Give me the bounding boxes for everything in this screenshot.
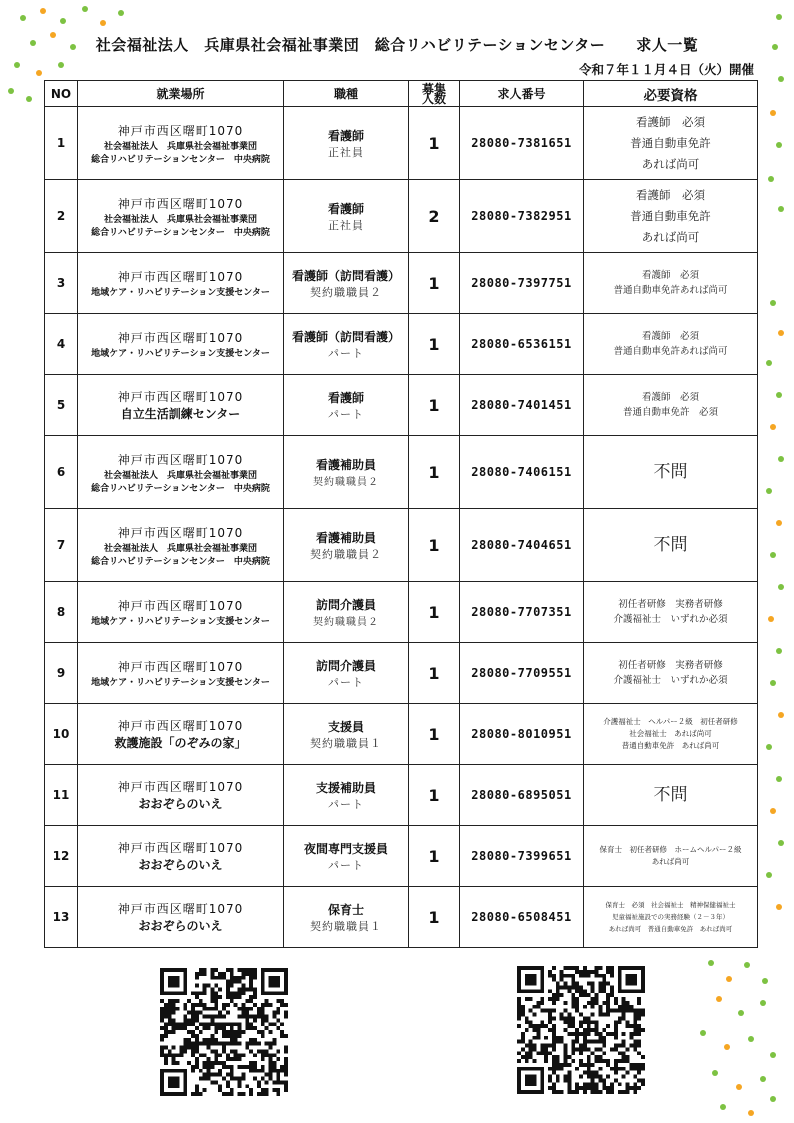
decorative-dot (766, 872, 772, 878)
decorative-dot (766, 360, 772, 366)
job-cell (284, 375, 409, 436)
job-cell (284, 826, 409, 887)
decorative-dot (762, 978, 768, 984)
decorative-dot (776, 520, 782, 526)
decorative-dot (20, 15, 26, 21)
requirement-line: 初任者研修 実務者研修 (618, 660, 723, 671)
decorative-dot (768, 616, 774, 622)
recruit-count: 1 (409, 765, 460, 826)
requirement-line: 看護師 必須 (641, 331, 699, 342)
decorative-dot (708, 960, 714, 966)
employment-type: 契約職職員２ (313, 477, 379, 488)
decorative-dot (770, 808, 776, 814)
requirements-cell (584, 436, 758, 509)
job-title: 看護師 (327, 201, 364, 216)
decorative-dot (40, 8, 46, 14)
requirement-line: 看護師 必須 (641, 392, 699, 403)
job-cell (284, 643, 409, 704)
job-cell (284, 314, 409, 375)
table-row (45, 643, 758, 704)
workplace-org: 救護施設「のぞみの家」 (114, 736, 247, 750)
requirement-line: あれば尚可 普通自動車免許 あれば尚可 (608, 925, 733, 933)
job-cell (284, 704, 409, 765)
decorative-dot (778, 456, 784, 462)
table-row (45, 107, 758, 180)
workplace-address: 神戸市西区曙町1070 (117, 525, 244, 540)
decorative-dot (14, 62, 20, 68)
decorative-dot (770, 1096, 776, 1102)
job-title: 保育士 (327, 902, 364, 917)
job-cell (284, 887, 409, 948)
header-jobno: 求人番号 (460, 81, 584, 107)
job-number: 28080-7406151 (460, 436, 584, 509)
workplace-cell (78, 375, 284, 436)
header-job: 職種 (284, 81, 409, 107)
table-row (45, 253, 758, 314)
requirement-line: 社会福祉士 あれば尚可 (629, 729, 712, 738)
decorative-dot (100, 20, 106, 26)
job-title: 訪問介護員 (315, 598, 376, 612)
decorative-dot (712, 1070, 718, 1076)
job-cell (284, 765, 409, 826)
requirement-line: 保育士 初任者研修 ホームヘルパー２級 (599, 845, 742, 854)
workplace-cell (78, 107, 284, 180)
decorative-dot (770, 1052, 776, 1058)
decorative-dot (82, 6, 88, 12)
employment-type: 契約職職員２ (310, 285, 382, 299)
job-number: 28080-6536151 (460, 314, 584, 375)
workplace-cell (78, 509, 284, 582)
requirement-line: 看護師 必須 (636, 187, 705, 202)
row-number: 10 (45, 704, 78, 765)
header-place: 就業場所 (78, 81, 284, 107)
decorative-dot (776, 392, 782, 398)
workplace-org: 総合リハビリテーションセンター 中央病院 (91, 227, 270, 238)
decorative-dot (720, 1104, 726, 1110)
workplace-org: おおぞらのいえ (138, 797, 223, 811)
recruit-count: 1 (409, 582, 460, 643)
header-no: NO (45, 81, 78, 107)
row-number: 7 (45, 509, 78, 582)
workplace-cell (78, 643, 284, 704)
requirement-line: 保育士 必須 社会福祉士 精神保健福祉士 (605, 901, 736, 909)
decorative-dot (760, 1000, 766, 1006)
decorative-dot (744, 962, 750, 968)
decorative-dot (760, 1076, 766, 1082)
decorative-dot (748, 1110, 754, 1116)
event-date: 令和７年１１月４日（火）開催 (578, 62, 754, 77)
decorative-dot (770, 300, 776, 306)
job-title: 夜間専門支援員 (303, 841, 388, 856)
requirements-cell (584, 180, 758, 253)
decorative-dot (724, 1044, 730, 1050)
table-row (45, 180, 758, 253)
workplace-cell (78, 887, 284, 948)
recruit-count: 1 (409, 436, 460, 509)
job-cell (284, 180, 409, 253)
workplace-org: 地域ケア・リハビリテーション支援センター (91, 349, 270, 359)
header-count (409, 81, 460, 107)
requirement-line: 普通自動車免許あれば尚可 (613, 346, 728, 357)
workplace-org: 社会福祉法人 兵庫県社会福祉事業団 (103, 141, 257, 152)
decorative-dot (776, 904, 782, 910)
employment-type: パート (328, 346, 364, 360)
requirements-cell (584, 643, 758, 704)
job-number: 28080-7381651 (460, 107, 584, 180)
qr-code-right[interactable] (515, 966, 647, 1094)
requirements-cell (584, 509, 758, 582)
recruit-count: 1 (409, 375, 460, 436)
job-listing-table (44, 80, 758, 948)
qr-code-left[interactable] (158, 968, 290, 1096)
recruit-count: 1 (409, 314, 460, 375)
row-number: 3 (45, 253, 78, 314)
employment-type: 正社員 (328, 145, 364, 159)
workplace-org: 総合リハビリテーションセンター 中央病院 (91, 556, 270, 567)
requirement-line: 普通自動車免許 あれば尚可 (621, 741, 720, 750)
workplace-cell (78, 765, 284, 826)
table-row (45, 314, 758, 375)
page-title: 社会福祉法人 兵庫県社会福祉事業団 総合リハビリテーションセンター 求人一覧 (95, 36, 699, 54)
decorative-dot (736, 1084, 742, 1090)
row-number: 8 (45, 582, 78, 643)
workplace-cell (78, 582, 284, 643)
row-number: 11 (45, 765, 78, 826)
workplace-address: 神戸市西区曙町1070 (117, 452, 244, 467)
job-title: 看護補助員 (315, 530, 376, 545)
requirement-line: 不問 (653, 461, 688, 482)
decorative-dot (770, 110, 776, 116)
qr-code-icon (515, 966, 647, 1094)
workplace-address: 神戸市西区曙町1070 (117, 841, 244, 855)
workplace-cell (78, 253, 284, 314)
recruit-count: 1 (409, 704, 460, 765)
decorative-dot (770, 424, 776, 430)
decorative-dot (768, 176, 774, 182)
requirement-line: 介護福祉士 いずれか必須 (613, 614, 728, 625)
job-number: 28080-6895051 (460, 765, 584, 826)
requirements-cell (584, 107, 758, 180)
header-count-line2: 人数 (421, 91, 446, 106)
requirement-line: あれば尚可 (651, 857, 690, 866)
employment-type: 正社員 (328, 218, 364, 232)
workplace-cell (78, 704, 284, 765)
workplace-org: 社会福祉法人 兵庫県社会福祉事業団 (103, 470, 257, 481)
decorative-dot (778, 206, 784, 212)
workplace-org: 総合リハビリテーションセンター 中央病院 (91, 154, 270, 165)
requirement-line: 介護福祉士 ヘルパー２級 初任者研修 (603, 717, 738, 726)
workplace-address: 神戸市西区曙町1070 (117, 331, 244, 345)
employment-type: パート (328, 797, 364, 811)
row-number: 12 (45, 826, 78, 887)
header-count-line1: 募集 (421, 81, 446, 96)
job-cell (284, 253, 409, 314)
decorative-dot (726, 976, 732, 982)
row-number: 13 (45, 887, 78, 948)
requirements-cell (584, 887, 758, 948)
requirement-line: あれば尚可 (641, 156, 700, 171)
workplace-org: 社会福祉法人 兵庫県社会福祉事業団 (103, 543, 257, 554)
decorative-dot (118, 10, 124, 16)
requirement-line: 普通自動車免許 (630, 208, 711, 223)
job-number: 28080-8010951 (460, 704, 584, 765)
decorative-dot (8, 88, 14, 94)
decorative-dot (776, 14, 782, 20)
requirements-cell (584, 765, 758, 826)
row-number: 4 (45, 314, 78, 375)
workplace-address: 神戸市西区曙町1070 (117, 599, 244, 613)
requirement-line: 不問 (653, 784, 688, 805)
job-cell (284, 509, 409, 582)
workplace-cell (78, 826, 284, 887)
job-number: 28080-7709551 (460, 643, 584, 704)
employment-type: 契約職職員２ (310, 547, 382, 561)
decorative-dot (738, 1010, 744, 1016)
row-number: 5 (45, 375, 78, 436)
employment-type: パート (328, 407, 364, 421)
workplace-cell (78, 314, 284, 375)
decorative-dot (26, 96, 32, 102)
job-number: 28080-7382951 (460, 180, 584, 253)
job-cell (284, 436, 409, 509)
requirement-line: 普通自動車免許 (630, 135, 711, 150)
employment-type: パート (328, 858, 364, 872)
decorative-dot (776, 142, 782, 148)
requirement-line: あれば尚可 (641, 229, 700, 244)
workplace-org: おおぞらのいえ (138, 858, 223, 872)
job-number: 28080-7401451 (460, 375, 584, 436)
requirements-cell (584, 375, 758, 436)
requirements-cell (584, 826, 758, 887)
decorative-dot (748, 1036, 754, 1042)
requirement-line: 児童福祉施設での実務経験（２－３年） (612, 913, 729, 921)
recruit-count: 1 (409, 107, 460, 180)
job-number: 28080-7707351 (460, 582, 584, 643)
workplace-org: 地域ケア・リハビリテーション支援センター (91, 288, 270, 298)
requirement-line: 初任者研修 実務者研修 (618, 599, 723, 610)
workplace-cell (78, 436, 284, 509)
workplace-org: 総合リハビリテーションセンター 中央病院 (91, 483, 270, 494)
workplace-org: おおぞらのいえ (138, 919, 223, 933)
row-number: 2 (45, 180, 78, 253)
workplace-address: 神戸市西区曙町1070 (117, 660, 244, 674)
row-number: 1 (45, 107, 78, 180)
decorative-dot (58, 62, 64, 68)
recruit-count: 1 (409, 643, 460, 704)
requirement-line: 介護福祉士 いずれか必須 (613, 675, 728, 686)
table-header-row (45, 81, 758, 107)
recruit-count: 2 (409, 180, 460, 253)
workplace-org: 地域ケア・リハビリテーション支援センター (91, 678, 270, 688)
workplace-address: 神戸市西区曙町1070 (117, 123, 244, 138)
requirement-line: 看護師 必須 (641, 270, 699, 281)
workplace-address: 神戸市西区曙町1070 (117, 196, 244, 211)
workplace-org: 地域ケア・リハビリテーション支援センター (91, 617, 270, 627)
workplace-address: 神戸市西区曙町1070 (117, 780, 244, 794)
qr-code-icon (158, 968, 290, 1096)
decorative-dot (766, 744, 772, 750)
decorative-dot (770, 552, 776, 558)
decorative-dot (770, 680, 776, 686)
workplace-cell (78, 180, 284, 253)
employment-type: 契約職職員１ (310, 919, 382, 933)
decorative-dot (700, 1030, 706, 1036)
employment-type: 契約職職員２ (313, 617, 379, 628)
workplace-address: 神戸市西区曙町1070 (117, 902, 244, 916)
table-row (45, 582, 758, 643)
decorative-dot (36, 70, 42, 76)
decorative-dot (716, 996, 722, 1002)
requirements-cell (584, 314, 758, 375)
requirements-cell (584, 582, 758, 643)
job-title: 看護師 (327, 128, 364, 143)
table-row (45, 436, 758, 509)
recruit-count: 1 (409, 253, 460, 314)
decorative-dot (778, 840, 784, 846)
decorative-dot (60, 18, 66, 24)
job-number: 28080-6508451 (460, 887, 584, 948)
table-row (45, 887, 758, 948)
job-number: 28080-7404651 (460, 509, 584, 582)
job-cell (284, 582, 409, 643)
table-row (45, 375, 758, 436)
table-row (45, 765, 758, 826)
job-title: 看護師（訪問看護） (291, 329, 400, 344)
workplace-address: 神戸市西区曙町1070 (117, 270, 244, 284)
workplace-address: 神戸市西区曙町1070 (117, 719, 244, 733)
job-title: 看護師 (327, 390, 364, 405)
job-title: 訪問介護員 (315, 658, 376, 673)
recruit-count: 1 (409, 509, 460, 582)
workplace-address: 神戸市西区曙町1070 (117, 390, 244, 404)
employment-type: 契約職職員１ (310, 736, 382, 750)
requirements-cell (584, 253, 758, 314)
job-title: 支援補助員 (315, 780, 376, 795)
job-cell (284, 107, 409, 180)
workplace-org: 社会福祉法人 兵庫県社会福祉事業団 (103, 214, 257, 225)
job-number: 28080-7399651 (460, 826, 584, 887)
requirement-line: 普通自動車免許あれば尚可 (613, 285, 728, 296)
decorative-dot (766, 488, 772, 494)
requirements-cell (584, 704, 758, 765)
decorative-dot (778, 76, 784, 82)
recruit-count: 1 (409, 826, 460, 887)
recruit-count: 1 (409, 887, 460, 948)
job-title: 支援員 (327, 719, 364, 734)
decorative-dot (778, 712, 784, 718)
requirement-line: 不問 (653, 534, 688, 555)
row-number: 6 (45, 436, 78, 509)
table-row (45, 704, 758, 765)
decorative-dot (778, 584, 784, 590)
decorative-dot (778, 330, 784, 336)
decorative-dot (776, 648, 782, 654)
row-number: 9 (45, 643, 78, 704)
requirement-line: 普通自動車免許 必須 (622, 407, 718, 418)
job-number: 28080-7397751 (460, 253, 584, 314)
requirement-line: 看護師 必須 (636, 114, 705, 129)
table-row (45, 509, 758, 582)
workplace-org: 自立生活訓練センター (120, 407, 241, 421)
employment-type: パート (328, 675, 364, 689)
table-row (45, 826, 758, 887)
decorative-dot (776, 776, 782, 782)
header-req: 必要資格 (584, 81, 758, 107)
job-title: 看護補助員 (315, 458, 376, 472)
job-title: 看護師（訪問看護） (291, 268, 400, 283)
